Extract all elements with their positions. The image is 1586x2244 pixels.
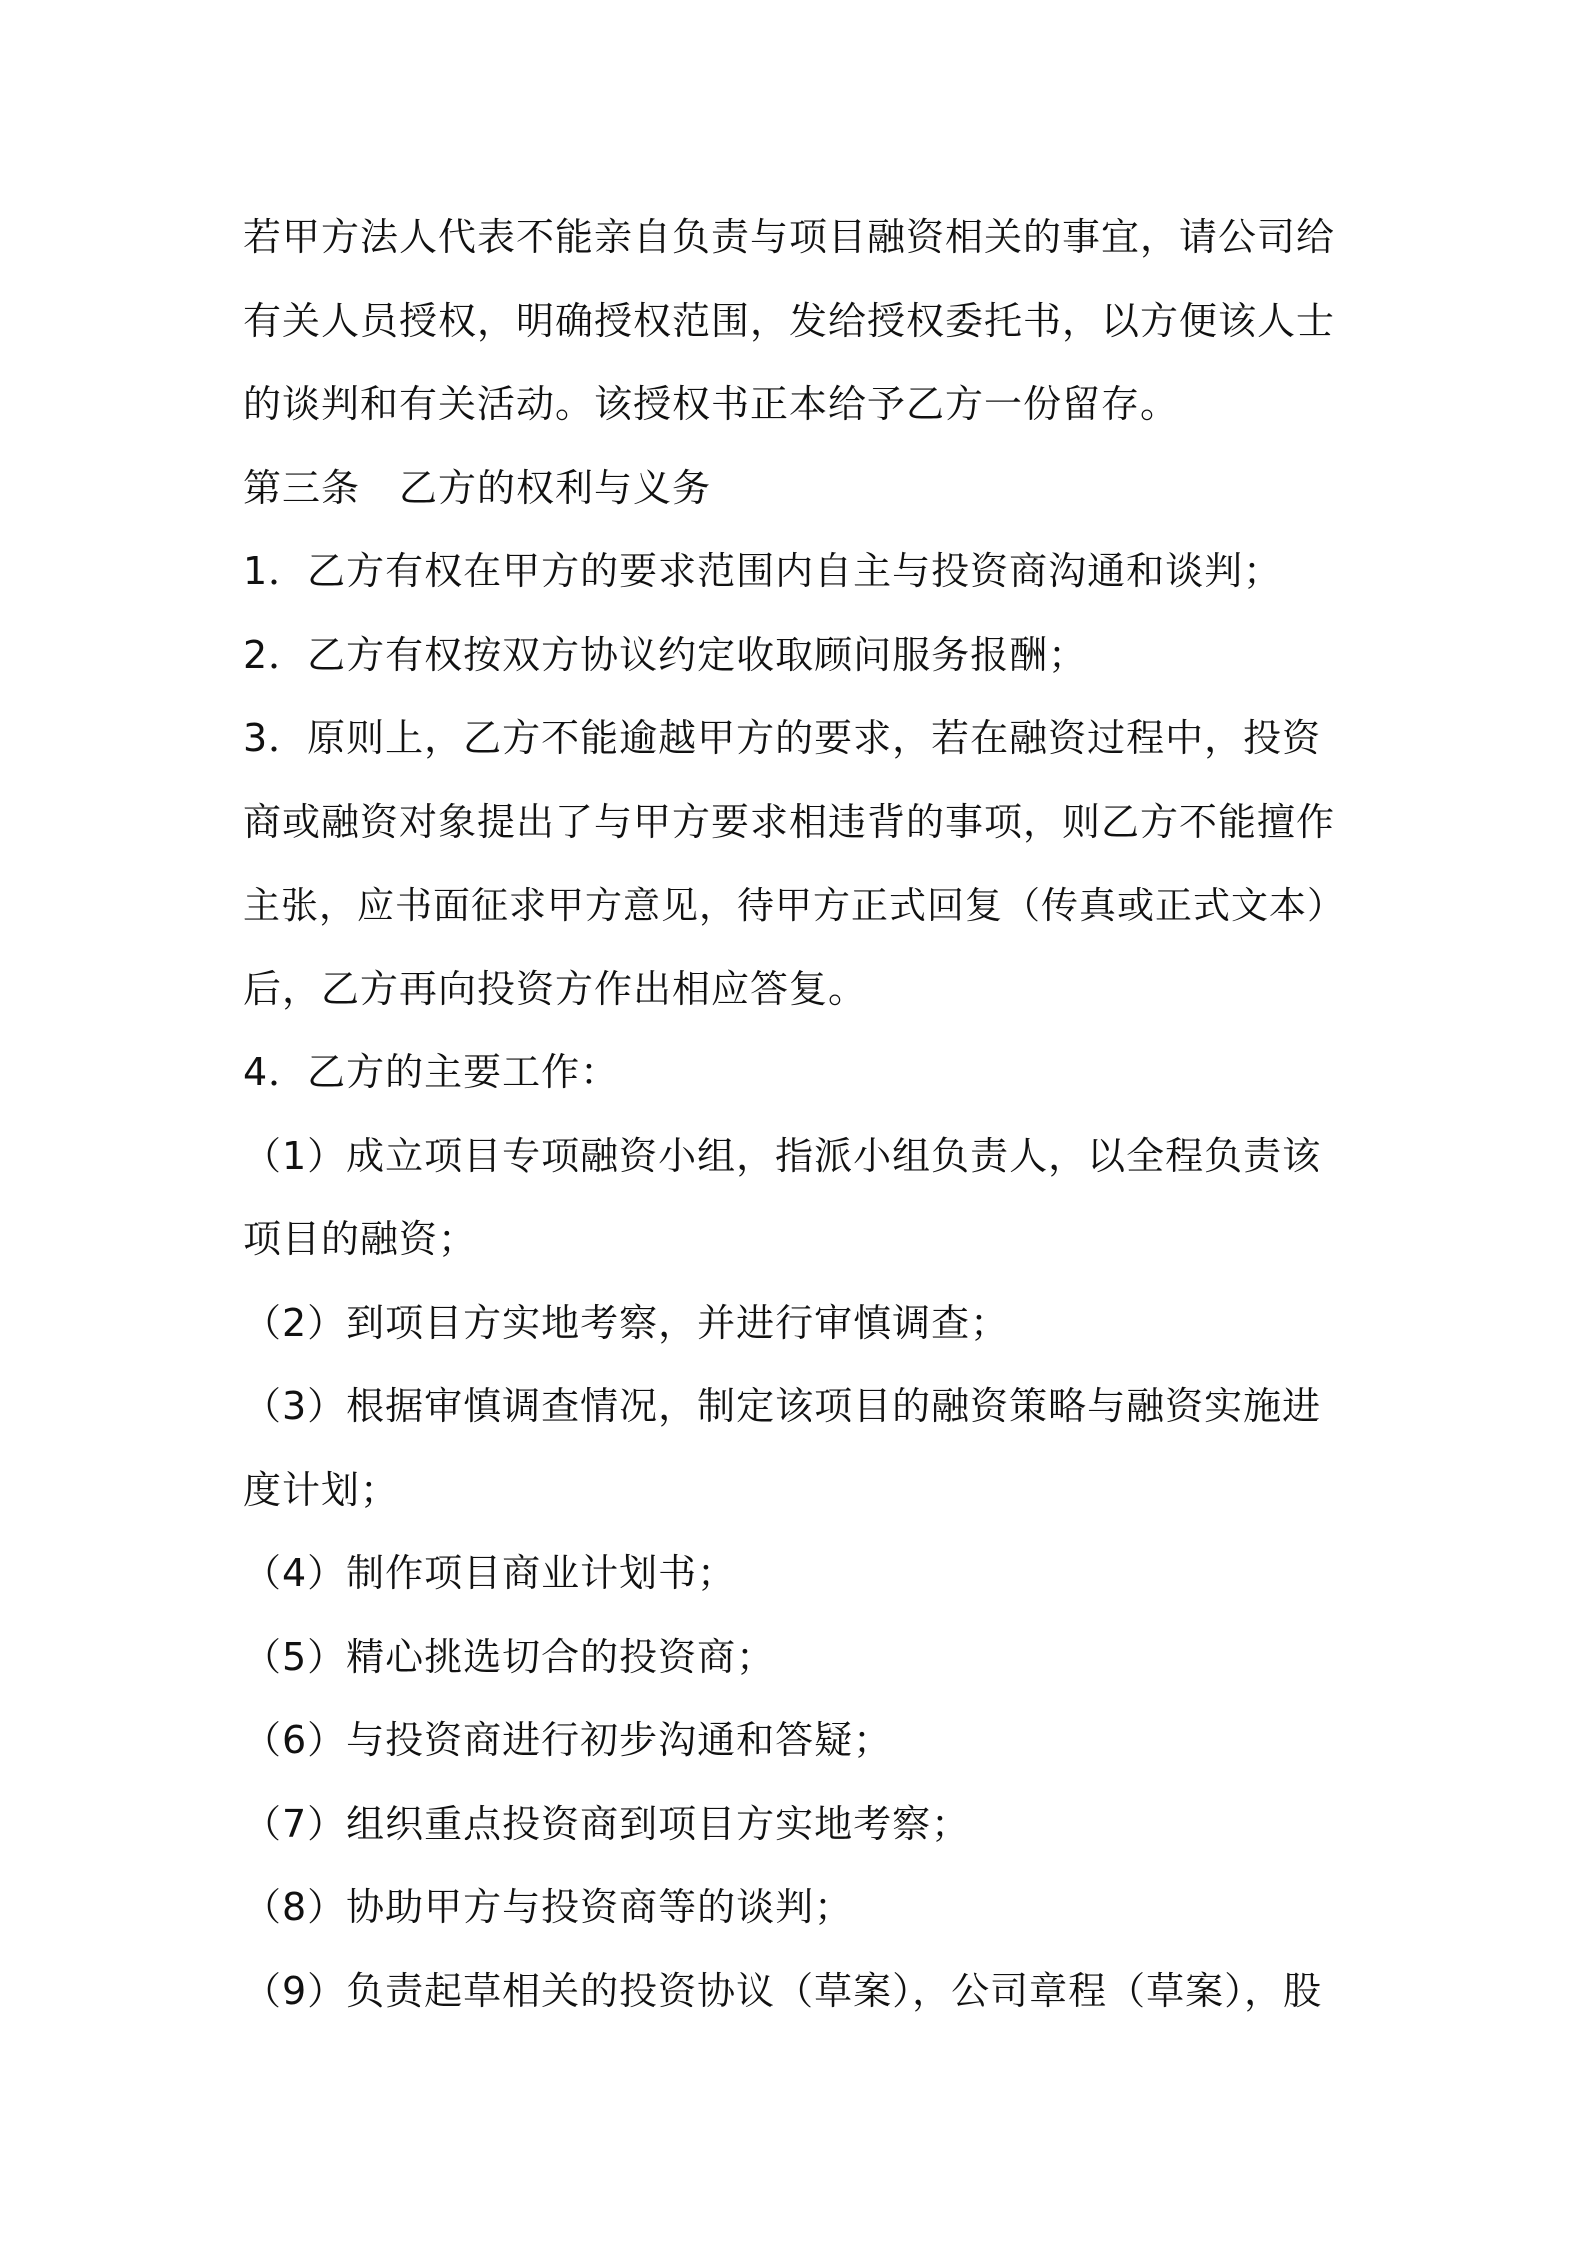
sub-list-item: （6）与投资商进行初步沟通和答疑； <box>243 1718 893 1762</box>
sub-list-item: （5）精心挑选切合的投资商； <box>243 1634 776 1679</box>
paragraph-line: 主张，应书面征求甲方意见，待甲方正式回复（传真或正式文本） <box>243 884 1345 927</box>
sub-list-item: （2）到项目方实地考察，并进行审慎调查； <box>243 1300 1010 1345</box>
sub-list-item: （8）协助甲方与投资商等的谈判； <box>243 1885 854 1929</box>
paragraph-line: 有关人员授权，明确授权范围，发给授权委托书，以方便该人士 <box>243 298 1336 343</box>
paragraph-line: 的谈判和有关活动。该授权书正本给予乙方一份留存。 <box>243 382 1180 426</box>
sub-list-item: （9）负责起草相关的投资协议（草案），公司章程（草案），股 <box>243 1968 1323 2013</box>
paragraph-line: 度计划； <box>243 1467 400 1512</box>
paragraph-line: 若甲方法人代表不能亲自负责与项目融资相关的事宜，请公司给 <box>243 215 1336 259</box>
list-item: 2．乙方有权按双方协议约定收取顾问服务报酬； <box>243 632 1088 677</box>
sub-list-item: （3）根据审慎调查情况，制定该项目的融资策略与融资实施进 <box>243 1384 1322 1428</box>
sub-list-item: （4）制作项目商业计划书； <box>243 1551 737 1595</box>
document-body <box>243 196 1353 2033</box>
list-item: 4．乙方的主要工作： <box>243 1050 620 1094</box>
list-item: 1．乙方有权在甲方的要求范围内自主与投资商沟通和谈判； <box>243 549 1283 593</box>
sub-list-item: （7）组织重点投资商到项目方实地考察； <box>243 1801 971 1846</box>
paragraph-line: 项目的融资； <box>243 1217 478 1261</box>
paragraph-line: 后，乙方再向投资方作出相应答复。 <box>243 966 868 1011</box>
paragraph-line: 商或融资对象提出了与甲方要求相违背的事项，则乙方不能擅作 <box>243 799 1336 844</box>
section-heading: 第三条 乙方的权利与义务 <box>243 465 712 510</box>
sub-list-item: （1）成立项目专项融资小组，指派小组负责人，以全程负责该 <box>243 1133 1322 1178</box>
list-item: 3．原则上，乙方不能逾越甲方的要求，若在融资过程中，投资 <box>243 716 1322 760</box>
